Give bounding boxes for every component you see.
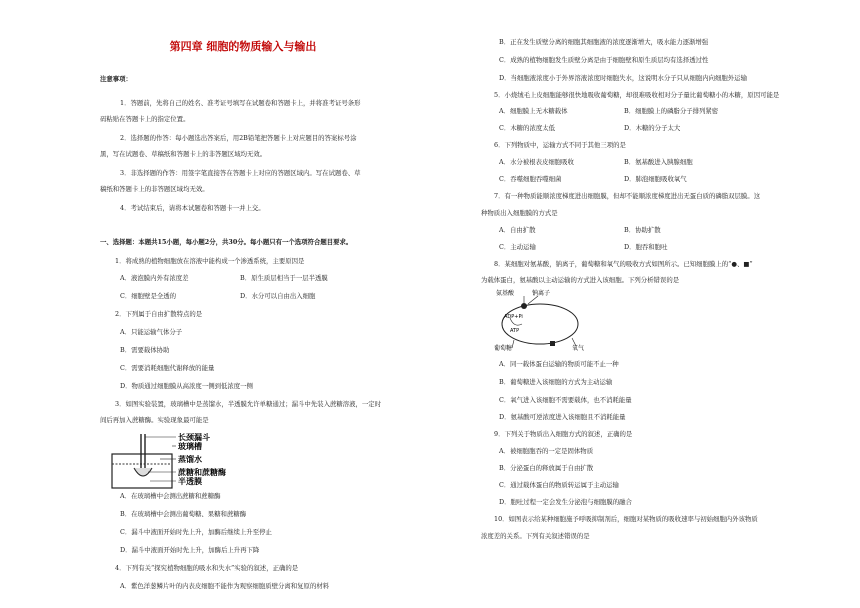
q7-option-b: B．协助扩散 (624, 226, 661, 234)
q4-option-b: B．正在发生质壁分离的细胞其细胞液的浓度逐渐增大，吸水能力逐渐增强 (499, 38, 709, 46)
q2-option-a: A．只能运输气体分子 (120, 328, 183, 336)
q6-option-a: A．水分被根表皮细胞吸收 (499, 158, 574, 166)
question-6-stem: 6．下列物质中，运输方式不同于其他三项的是 (494, 141, 626, 149)
q5-option-b: B．细胞膜上的磷脂分子排列紧密 (624, 107, 719, 115)
q4-option-c: C．成熟的植物细胞发生质壁分离是由于细胞壁和原生质层均有选择透过性 (499, 56, 709, 64)
question-4-stem: 4．下列有关“探究植物细胞的吸水和失水”实验的叙述，正确的是 (115, 564, 299, 572)
fig-label: 葡萄糖 (494, 345, 513, 352)
q2-option-c: C．需要消耗细胞代谢释放的能量 (120, 364, 215, 372)
fig-label: ADP+Pi (504, 314, 523, 320)
q9-option-b: B．分泌蛋白的释放属于自由扩散 (499, 464, 594, 472)
question-1-stem: 1．将成熟的植物细胞放在溶液中能构成一个渗透系统，主要原因是 (115, 257, 305, 265)
q1-option-b: B．原生质层相当于一层半透膜 (240, 274, 328, 282)
q9-option-a: A．被细胞胞吞的一定是固体物质 (499, 447, 594, 455)
q9-option-c: C．通过载体蛋白的物质转运属于主动运输 (499, 481, 619, 489)
q1-option-c: C．细胞壁是全透的 (120, 292, 177, 300)
q8-option-d: D．氨基酸可逆浓度进入该细胞且不消耗能量 (499, 413, 626, 421)
fig-label: 蔗糖和蔗糖酶 (178, 468, 226, 477)
question-5-stem: 5．小烧绒毛上皮细胞能够很快地吸收葡萄糖，却很难吸收相对分子量比葡萄糖小的木糖，原因可能是 (494, 91, 780, 99)
fig-label: 氨基酸 (496, 290, 515, 297)
notice-line: 3．非选择题的作答：用签字笔直接答在答题卡上对应的答题区域内。写在试题卷、草 (120, 169, 361, 177)
fig-label: 钠离子 (532, 290, 551, 297)
question-8-stem-cont: 为载体蛋白，氨基酸以主动运输的方式进入该细胞。下列分析错误的是 (481, 276, 680, 284)
fig-label: 玻璃槽 (178, 442, 202, 451)
fig-label: 氧气 (572, 345, 585, 352)
q3-option-c: C．漏斗中液面开始时先上升，加酶后继续上升至停止 (120, 528, 272, 536)
q3-option-a: A．在玻璃槽中会测出蔗糖和蔗糖酶 (120, 492, 221, 500)
q1-option-a: A．液泡膜内外有浓度差 (120, 274, 189, 282)
fig-label: 长颈漏斗 (178, 433, 210, 442)
q7-option-c: C．主动运输 (499, 243, 536, 251)
osmosis-apparatus-figure (110, 432, 270, 494)
question-9-stem: 9．下列关于物质出入细胞方式的叙述，正确的是 (494, 430, 633, 438)
notice-line: 稿纸和答题卡上的非答题区域均无效。 (100, 185, 209, 193)
q3-option-d: D．漏斗中液面开始时先上升，加酶后上升再下降 (120, 546, 260, 554)
question-10-stem-cont: 浓度差的关系。下列有关叙述错误的是 (481, 532, 590, 540)
q1-option-d: D．水分可以自由出入细胞 (240, 292, 316, 300)
q2-option-d: D．物质通过细胞膜从高浓度一侧到低浓度一侧 (120, 382, 253, 390)
q5-option-d: D．木糖的分子太大 (624, 124, 681, 132)
q8-option-a: A．同一载体蛋白运输的物质可能不止一种 (499, 360, 619, 368)
q6-option-c: C．吞噬细胞吞噬细菌 (499, 175, 562, 183)
q8-option-c: C．氧气进入该细胞不需要载体，也不消耗能量 (499, 396, 632, 404)
q2-option-b: B．需要载体协助 (120, 346, 170, 354)
q3-option-b: B．在玻璃槽中会测出葡萄糖、果糖和蔗糖酶 (120, 510, 247, 518)
question-10-stem: 10．如图表示给某种细胞施予呼吸抑制剂后，细胞对某物质的吸收速率与初始细胞内外该物质 (494, 515, 758, 523)
q6-option-b: B．氨基酸进入胰腺细胞 (624, 158, 693, 166)
q9-option-d: D．胞吐过程一定会发生分泌泡与细胞膜的融合 (499, 498, 632, 506)
notice-line: 4．考试结束后，请将本试题卷和答题卡一并上交。 (120, 204, 265, 212)
q5-option-a: A．细胞膜上无木糖载体 (499, 107, 568, 115)
notice-line: 码粘贴在答题卡上的指定位置。 (100, 115, 190, 123)
fig-label: ATP (510, 328, 520, 334)
fig-label: 蒸馏水 (178, 455, 202, 464)
q6-option-d: D．肺泡细胞吸收氧气 (624, 175, 687, 183)
cell-transport-figure (494, 288, 604, 356)
notice-line: 1．答题前，先将自己的姓名、准考证号填写在试题卷和答题卡上，并将准考证号条形 (120, 99, 361, 107)
q7-option-d: D．胞吞和胞吐 (624, 243, 668, 251)
q4-option-a: A．紫色洋葱鳞片叶的内表皮细胞不能作为观察细胞质壁分离和复原的材料 (120, 582, 330, 590)
question-2-stem: 2．下列属于自由扩散特点的是 (115, 310, 203, 318)
notice-line: 2．选择题的作答：每小题选出答案后，用2B铅笔把答题卡上对应题目的答案标号涂 (120, 134, 357, 142)
question-3-stem: 3．如图实验装置，玻璃槽中是蒸馏水，半透膜允许单糖通过；漏斗中先装入蔗糖溶液，一定时 (115, 400, 382, 408)
question-7-stem-cont: 种物质出入细胞膜的方式是 (481, 209, 558, 217)
q8-option-b: B．葡萄糖进入该细胞的方式为主动运输 (499, 378, 613, 386)
chapter-title: 第四章 细胞的物质输入与输出 (169, 40, 317, 53)
question-8-stem: 8．某细胞对氨基酸，钠离子，葡萄糖和氧气的吸收方式如图所示。已知细胞膜上的“●、■” (494, 260, 753, 268)
section-heading: 一、选择题：本题共15小题，每小题2分，共30分。每小题只有一个选项符合题目要求。 (100, 238, 353, 246)
notice-heading: 注意事项： (100, 75, 132, 83)
q5-option-c: C．木糖的浓度太低 (499, 124, 556, 132)
question-3-stem-cont: 间后再加入蔗糖酶。实验现象最可能是 (100, 416, 209, 424)
q4-option-d: D．当细胞液浓度小于外界溶液浓度时细胞失水，这说明水分子只从细胞内向细胞外运输 (499, 74, 747, 82)
fig-label: 半透膜 (178, 477, 202, 486)
q7-option-a: A．自由扩散 (499, 226, 536, 234)
notice-line: 黑，写在试题卷、草稿纸和答题卡上的非答题区域均无效。 (100, 150, 267, 158)
question-7-stem: 7．有一种物质能顺浓度梯度进出细胞膜，但却不能顺浓度梯度进出无蛋白质的磷脂双层膜。这 (494, 192, 761, 200)
